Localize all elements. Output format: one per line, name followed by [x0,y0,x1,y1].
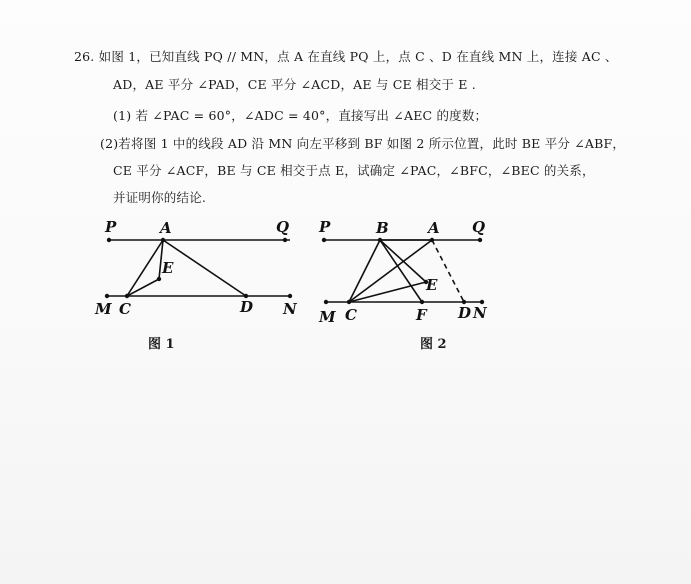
label-c: C [119,300,131,318]
label-b: B [376,219,389,237]
segment-bc [349,240,380,302]
label-d: D [240,298,254,316]
point-e [157,277,161,281]
figure-1 [90,213,310,323]
label-q: Q [472,218,486,236]
label-f: F [416,306,427,324]
point-a [430,238,434,242]
point-c [125,294,129,298]
point-c [347,300,351,304]
figure-2 [312,210,502,330]
point-p [107,238,111,242]
problem-line-4: (2)若将图 1 中的线段 AD 沿 MN 向左平移到 BF 如图 2 所示位置，此时 BE 平分 ∠ABF， [100,136,626,151]
label-n: N [283,300,297,318]
label-a: A [428,219,440,237]
label-c: C [345,306,357,324]
label-e: E [426,276,438,294]
label-d: D [458,304,472,322]
problem-line-6: 并证明你的结论. [113,190,207,205]
point-b [378,238,382,242]
label-m: M [319,308,336,326]
figure-1-caption: 图 1 [148,337,175,352]
segment-ac [127,240,163,296]
label-p: P [105,218,117,236]
point-m [324,300,328,304]
point-a [161,238,165,242]
point-m [105,294,109,298]
point-p [322,238,326,242]
problem-line-3: (1) 若 ∠PAC = 60°，∠ADC = 40°，直接写出 ∠AEC 的度数； [113,108,488,123]
point-q [478,238,482,242]
label-m: M [95,300,112,318]
figure-2-caption: 图 2 [420,337,447,352]
label-a: A [160,219,172,237]
problem-line-2: AD，AE 平分 ∠PAD，CE 平分 ∠ACD，AE 与 CE 相交于 E . [113,77,476,92]
label-p: P [319,218,331,236]
label-n: N [473,304,487,322]
label-q: Q [276,218,290,236]
point-q [283,238,287,242]
point-n [288,294,292,298]
problem-line-5: CE 平分 ∠ACF，BE 与 CE 相交于点 E，试确定 ∠PAC，∠BFC，∠BEC 的关系， [113,163,595,178]
segment-ad [163,240,246,296]
problem-line-1: 26. 如图 1，已知直线 PQ // MN，点 A 在直线 PQ 上，点 C 、D 在直线 MN 上，连接 AC 、 [74,49,618,64]
label-e: E [162,259,174,277]
point-f [420,300,424,304]
